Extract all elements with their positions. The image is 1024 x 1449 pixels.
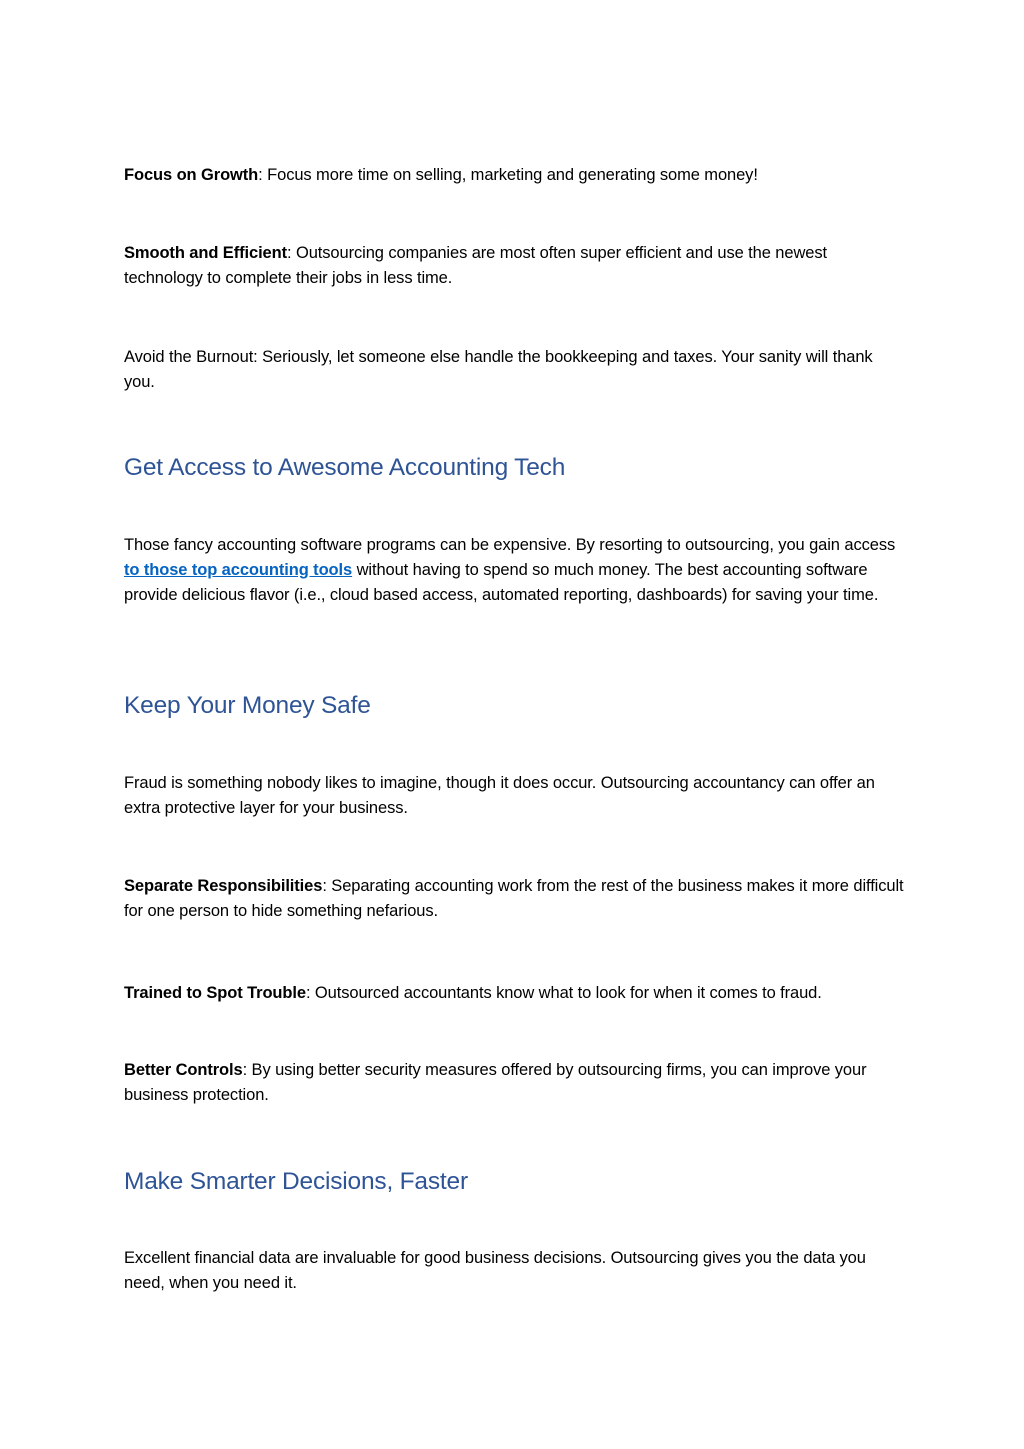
separate-label: Separate Responsibilities: [124, 877, 323, 895]
smooth-efficient-label: Smooth and Efficient: [124, 244, 288, 262]
paragraph-decisions-intro: [124, 1246, 904, 1296]
trained-text: : Outsourced accountants know what to look for when it comes to fraud.: [305, 984, 822, 1002]
decisions-intro-text: Excellent financial data are invaluable for good business decisions. Outsourcing gives you the data you need, when you need it.: [124, 1249, 866, 1292]
paragraph-smooth-efficient: [124, 241, 904, 291]
paragraph-safe-intro: [124, 771, 904, 821]
smooth-efficient-text: : Outsourcing companies are most often super efficient and use the newest technology to complete their jobs in less time.: [124, 244, 827, 287]
tech-heading: Get Access to Awesome Accounting Tech: [124, 454, 566, 481]
section-decisions-heading-block: [124, 1167, 904, 1197]
controls-label: Better Controls: [124, 1061, 243, 1079]
section-safe-heading-block: [124, 691, 904, 721]
section-tech-heading-block: [124, 453, 904, 483]
paragraph-better-controls: [124, 1058, 904, 1108]
controls-text: : By using better security measures offered by outsourcing firms, you can improve your business protection.: [124, 1061, 867, 1104]
safe-heading: Keep Your Money Safe: [124, 692, 371, 719]
safe-intro-text: Fraud is something nobody likes to imagine, though it does occur. Outsourcing accountancy can offer an extra protective layer for your business.: [124, 774, 875, 817]
decisions-heading: Make Smarter Decisions, Faster: [124, 1168, 468, 1195]
paragraph-avoid-burnout: [124, 345, 904, 395]
focus-growth-text: : Focus more time on selling, marketing and generating some money!: [258, 166, 758, 184]
tech-intro-after-link: without having to spend so much money. The best accounting software provide delicious flavor (i.e., cloud based access, automated reporting, dashboards) for saving your time.: [124, 561, 879, 604]
paragraph-tech-intro: [124, 533, 904, 608]
top-accounting-tools-link[interactable]: to those top accounting tools: [124, 561, 353, 579]
avoid-burnout-text: Avoid the Burnout: Seriously, let someone else handle the bookkeeping and taxes. Your sanity will thank you.: [124, 348, 873, 391]
paragraph-trained-spot-trouble: [124, 981, 904, 1006]
separate-text: : Separating accounting work from the rest of the business makes it more difficult for one person to hide something nefarious.: [124, 877, 904, 920]
focus-growth-label: Focus on Growth: [124, 166, 259, 184]
paragraph-separate-responsibilities: [124, 874, 904, 924]
paragraph-focus-growth: [124, 163, 904, 188]
trained-label: Trained to Spot Trouble: [124, 984, 306, 1002]
tech-intro-before-link: Those fancy accounting software programs can be expensive. By resorting to outsourcing, you gain access: [124, 536, 896, 554]
